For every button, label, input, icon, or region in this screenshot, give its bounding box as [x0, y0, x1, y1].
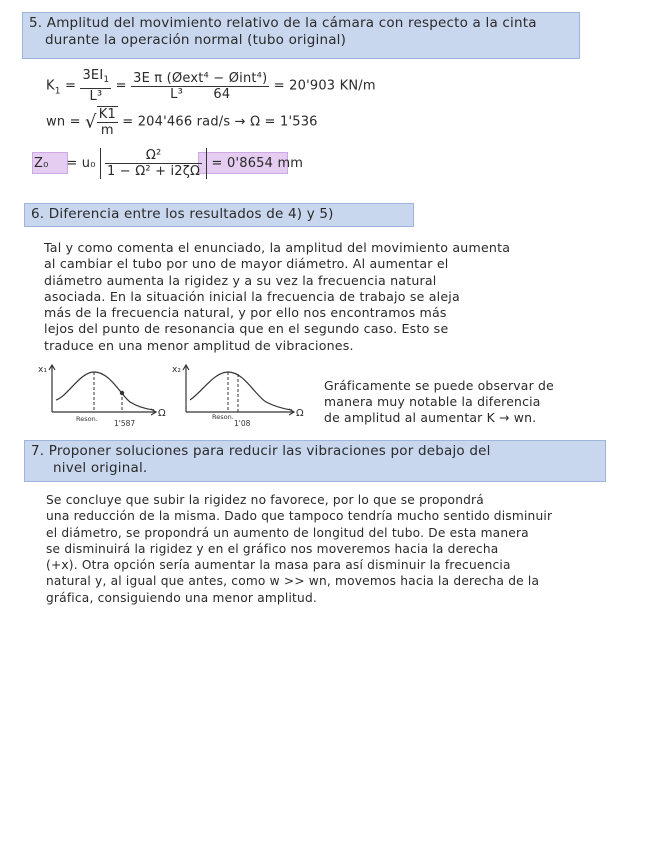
wn-root-den: m: [100, 123, 114, 138]
section-6-line: traduce en una menor amplitud de vibraciones.: [44, 337, 354, 353]
section-6-paragraph: [44, 240, 628, 354]
graph-2-x-label: Ω: [296, 408, 304, 419]
graph-1-curve: [56, 372, 154, 410]
graph-comparison-line: manera muy notable la diferencia: [324, 394, 541, 409]
resonance-graph-original: [38, 362, 168, 432]
graph-1-point: [120, 391, 124, 395]
section-7-line: Se concluye que subir la rigidez no favorece, por lo que se propondrá: [46, 493, 484, 507]
z0-fraction: [105, 148, 202, 179]
graph-2-reson-label: Reson.: [212, 413, 234, 421]
z0-mid: = u₀: [66, 156, 96, 171]
z0-result: 0'8654 mm: [226, 156, 304, 171]
stiffness-equation: $K_1$ = $\frac{3EI_1}{\text{L³}}$ = $\frac{\text{3E π (Øext⁴ − Øint⁴)}}{\text{L³ 64}}$ = 20'903 KN/m: [46, 68, 376, 104]
section-6-line: al cambiar el tubo por uno de mayor diámetro. Al aumentar el: [44, 256, 449, 272]
graph-comparison-text: [324, 378, 624, 426]
graph-2-y-label: x₂: [172, 365, 181, 375]
graph-comparison-line: Gráficamente se puede observar de: [324, 378, 554, 393]
graph-1-point-label: 1'587: [114, 419, 136, 428]
section-6-line: más de la frecuencia natural, y por ello nos encontramos más: [44, 305, 447, 321]
section-6-line: diámetro aumenta la rigidez y a su vez la frecuencia natural: [44, 272, 437, 288]
graph-2-curve: [190, 372, 292, 410]
section-5-header: [22, 12, 580, 59]
section-7-header: [24, 440, 606, 482]
section-7-line: se disminuirá la rigidez y en el gráfico nos moveremos hacia la derecha: [46, 541, 499, 556]
section-6-line: Tal y como comenta el enunciado, la amplitud del movimiento aumenta: [44, 240, 511, 255]
k-fraction-1: [80, 68, 111, 104]
section-7-paragraph: [46, 492, 620, 606]
wn-root-fraction: [97, 106, 118, 138]
wn-result: = 204'466 rad/s → Ω = 1'536: [122, 114, 318, 130]
section-7-line: gráfica, consiguiendo una menor amplitud.: [46, 590, 317, 605]
k-fraction-1-num-sub: 1: [103, 75, 110, 85]
section-5-title-line1: 5. Amplitud del movimiento relativo de la cámara con respecto a la cinta: [29, 15, 537, 31]
z0-den: 1 − Ω² + i2ζΩ: [106, 164, 201, 179]
k-fraction-1-num: 3EI: [82, 68, 104, 83]
section-7-line: natural y, al igual que antes, como w >> wn, movemos hacia la derecha de la: [46, 574, 540, 589]
section-7-title-line2: nivel original.: [53, 460, 148, 476]
k-lhs-sub: 1: [54, 86, 61, 97]
section-7-line: (+x). Otra opción sería aumentar la masa para así disminuir la frecuencia: [46, 558, 511, 573]
k-lhs: K: [46, 78, 55, 94]
section-7-line: una reducción de la misma. Dado que tampoco tendría mucho sentido disminuir: [46, 509, 553, 524]
graph-1-reson-label: Reson.: [76, 415, 98, 423]
section-7-line: el diámetro, se propondrá un aumento de longitud del tubo. De esta manera: [46, 525, 529, 540]
section-6-header: [24, 203, 414, 227]
wn-lhs: wn =: [46, 114, 81, 130]
k-fraction-2-den-right: 64: [213, 86, 231, 102]
section-7-title-line1: 7. Proponer soluciones para reducir las vibraciones por debajo del: [31, 443, 491, 459]
resonance-graph-new: [170, 362, 310, 432]
k-fraction-2-den-left: L³: [170, 86, 184, 102]
z0-num: Ω²: [105, 148, 202, 164]
graph-1-x-label: Ω: [158, 408, 166, 419]
z0-lhs: Z₀: [34, 156, 49, 171]
k-result: = 20'903 KN/m: [273, 78, 376, 94]
k-fraction-1-den: L³: [89, 89, 103, 104]
graph-2-point-label: 1'08: [234, 419, 251, 428]
section-6-title: 6. Diferencia entre los resultados de 4) y 5): [31, 206, 334, 222]
graph-1-y-label: x₁: [38, 365, 47, 375]
natural-frequency-equation: wn = √ $\frac{K1}{m}$ = 204'466 rad/s → Ω = 1'536: [46, 107, 318, 138]
graph-comparison-line: de amplitud al aumentar K → wn.: [324, 410, 537, 425]
k-fraction-2-num: 3E π (Øext⁴ − Øint⁴): [133, 70, 268, 86]
section-6-line: lejos del punto de resonancia que en el segundo caso. Esto se: [44, 321, 449, 337]
wn-root-num: K1: [98, 107, 116, 122]
section-5-title-line2: durante la operación normal (tubo original): [45, 32, 347, 48]
amplitude-equation: Z₀ = u₀ $\frac{\text{Ω²}}{\text{1 − Ω² + i2ζΩ}}$ = 0'8654 mm: [34, 148, 304, 179]
section-6-line: asociada. En la situación inicial la frecuencia de trabajo se aleja: [44, 288, 460, 304]
k-fraction-2: [131, 71, 269, 102]
